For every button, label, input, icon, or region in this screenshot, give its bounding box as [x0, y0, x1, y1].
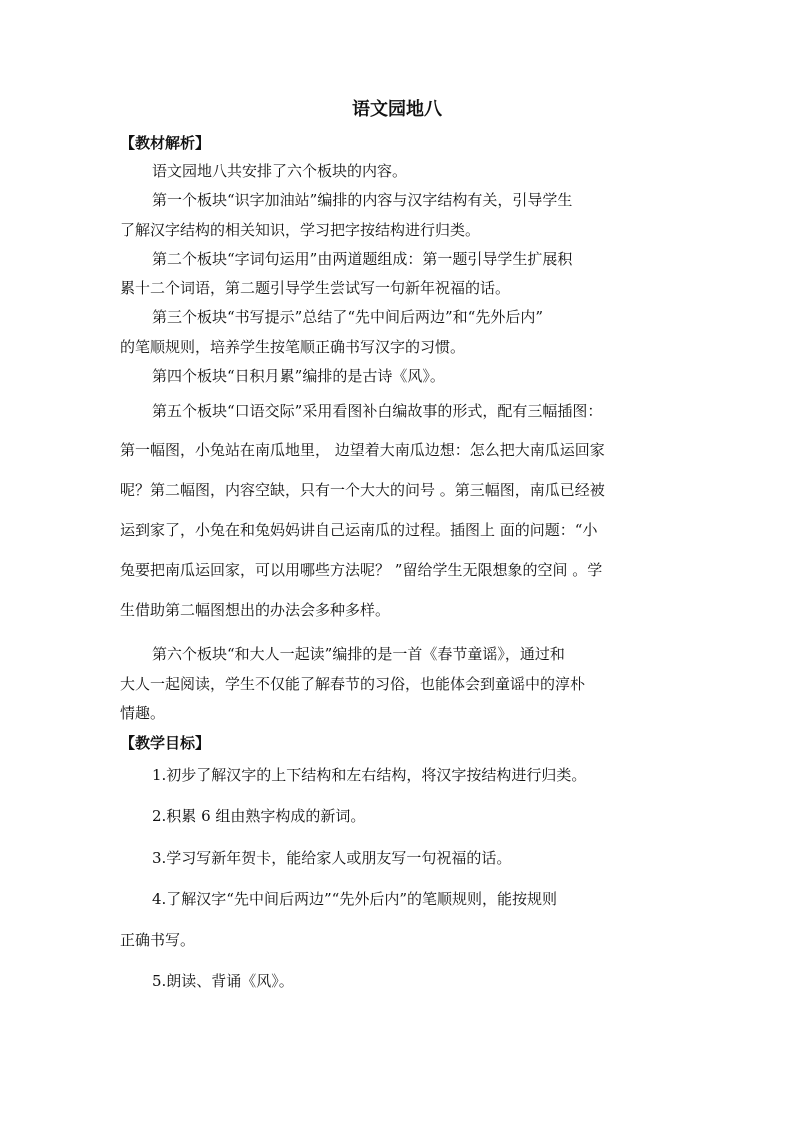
paragraph-line: 运到家了，小兔在和兔妈妈讲自己运南瓜的过程。插图上 面的问题：“小 [120, 521, 598, 539]
objective-line: 5.朗读、背诵《风》。 [152, 972, 294, 990]
paragraph-line: 呢？第二幅图，内容空缺，只有一个大大的问号 。第三幅图，南瓜已经被 [120, 481, 605, 499]
objective-line: 3.学习写新年贺卡，能给家人或朋友写一句祝福的话。 [152, 849, 512, 867]
objective-line: 4.了解汉字“先中间后两边”“先外后内”的笔顺规则，能按规则 [152, 890, 557, 908]
paragraph-line: 第五个板块“口语交际”采用看图补白编故事的形式，配有三幅插图： [152, 402, 603, 420]
paragraph-line: 生借助第二幅图想出的办法会多种多样。 [120, 601, 391, 619]
paragraph-line: 大人一起阅读，学生不仅能了解春节的习俗，也能体会到童谣中的淳朴 [120, 675, 586, 693]
objective-line: 2.积累 6 组由熟字构成的新词。 [152, 807, 366, 825]
paragraph-line: 第四个板块“日积月累”编排的是古诗《风》。 [152, 367, 445, 385]
paragraph-line: 情趣。 [120, 704, 166, 722]
paragraph-line: 兔要把南瓜运回家，可以用哪些方法呢？ ”留给学生无限想象的空间 。学 [120, 561, 603, 579]
section-heading-objectives: 【教学目标】 [120, 734, 211, 752]
paragraph-line: 第一幅图，小兔站在南瓜地里， 边望着大南瓜边想：怎么把大南瓜运回家 [120, 441, 605, 459]
objective-line: 正确书写。 [120, 931, 196, 949]
paragraph-line: 了解汉字结构的相关知识，学习把字按结构进行归类。 [120, 221, 481, 239]
document-title: 语文园地八 [352, 99, 442, 120]
paragraph-line: 第一个板块“识字加油站”编排的内容与汉字结构有关，引导学生 [152, 191, 573, 209]
paragraph-line: 语文园地八共安排了六个板块的内容。 [152, 162, 408, 180]
section-heading-analysis: 【教材解析】 [120, 134, 211, 152]
paragraph-line: 的笔顺规则，培养学生按笔顺正确书写汉字的习惯。 [120, 338, 466, 356]
paragraph-line: 第二个板块“字词句运用”由两道题组成：第一题引导学生扩展积 [152, 250, 573, 268]
objective-line: 1.初步了解汉字的上下结构和左右结构，将汉字按结构进行归类。 [152, 766, 587, 784]
paragraph-line: 第六个板块“和大人一起读”编排的是一首《春节童谣》，通过和 [152, 645, 565, 663]
paragraph-line: 第三个板块“书写提示”总结了“先中间后两边”和“先外后内” [152, 308, 544, 326]
paragraph-line: 累十二个词语，第二题引导学生尝试写一句新年祝福的话。 [120, 279, 511, 297]
